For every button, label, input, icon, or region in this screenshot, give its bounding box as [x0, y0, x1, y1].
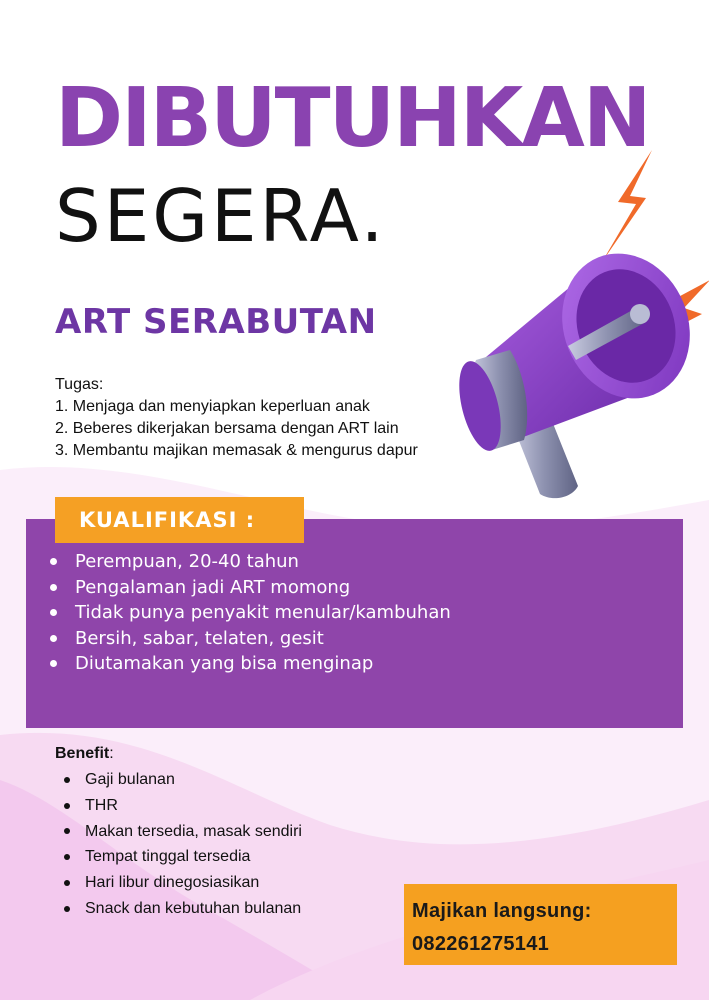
bullet-icon [64, 880, 70, 886]
tasks-label: Tugas: [55, 376, 104, 393]
qualification-item-4 [50, 626, 451, 652]
bullet-icon [50, 558, 57, 565]
qualification-text-5: Diutamakan yang bisa menginap [75, 653, 374, 674]
lightning-bolt-top-icon [602, 150, 652, 262]
contact-phone[interactable]: 082261275141 [412, 933, 550, 955]
tasks-list [55, 396, 418, 462]
qualification-item-2 [50, 575, 451, 601]
tasks-section [55, 374, 418, 462]
bullet-icon [64, 906, 70, 912]
benefits-colon: : [109, 745, 114, 762]
benefits-label: Benefit [55, 745, 110, 762]
benefit-text-2: THR [85, 796, 118, 814]
benefit-text-5: Hari libur dinegosiasikan [85, 874, 260, 892]
benefit-item-5 [55, 870, 302, 896]
qualification-item-1 [50, 549, 451, 575]
contact-label: Majikan langsung: [412, 900, 592, 922]
megaphone-illustration [440, 150, 709, 510]
qualification-text-3: Tidak punya penyakit menular/kambuhan [75, 602, 451, 623]
qualifications-heading: KUALIFIKASI : [55, 497, 304, 543]
benefit-item-6 [55, 896, 302, 922]
task-item-2: 2. Beberes dikerjakan bersama dengan ART lain [55, 420, 399, 437]
headline-title: DIBUTUHKAN [55, 71, 650, 166]
benefit-item-4 [55, 844, 302, 870]
bullet-icon [50, 635, 57, 642]
bullet-icon [64, 828, 70, 834]
bullet-icon [50, 660, 57, 667]
qualifications-list [50, 549, 451, 677]
bullet-icon [64, 777, 70, 783]
benefits-heading [55, 743, 302, 765]
bullet-icon [50, 609, 57, 616]
qualification-text-1: Perempuan, 20-40 tahun [75, 551, 299, 572]
bullet-icon [64, 803, 70, 809]
qualification-item-3 [50, 600, 451, 626]
benefit-text-1: Gaji bulanan [85, 771, 175, 788]
job-role-title: ART SERABUTAN [55, 302, 377, 342]
task-item-1: 1. Menjaga dan menyiapkan keperluan anak [55, 398, 370, 415]
benefits-list [55, 767, 302, 922]
bullet-icon [64, 854, 70, 860]
benefit-item-1 [55, 767, 302, 793]
benefit-text-3: Makan tersedia, masak sendiri [85, 822, 302, 840]
benefit-text-6: Snack dan kebutuhan bulanan [85, 899, 302, 917]
bullet-icon [50, 584, 57, 591]
qualification-text-4: Bersih, sabar, telaten, gesit [75, 627, 324, 649]
task-item-3: 3. Membantu majikan memasak & mengurus dapur [55, 442, 418, 459]
qualification-text-2: Pengalaman jadi ART momong [75, 576, 351, 598]
contact-box [404, 884, 677, 965]
benefit-item-2 [55, 793, 302, 819]
benefits-section [55, 743, 302, 922]
benefit-text-4: Tempat tinggal tersedia [85, 848, 251, 866]
headline-subtitle: SEGERA. [55, 174, 387, 258]
benefit-item-3 [55, 819, 302, 845]
qualification-item-5 [50, 651, 451, 677]
